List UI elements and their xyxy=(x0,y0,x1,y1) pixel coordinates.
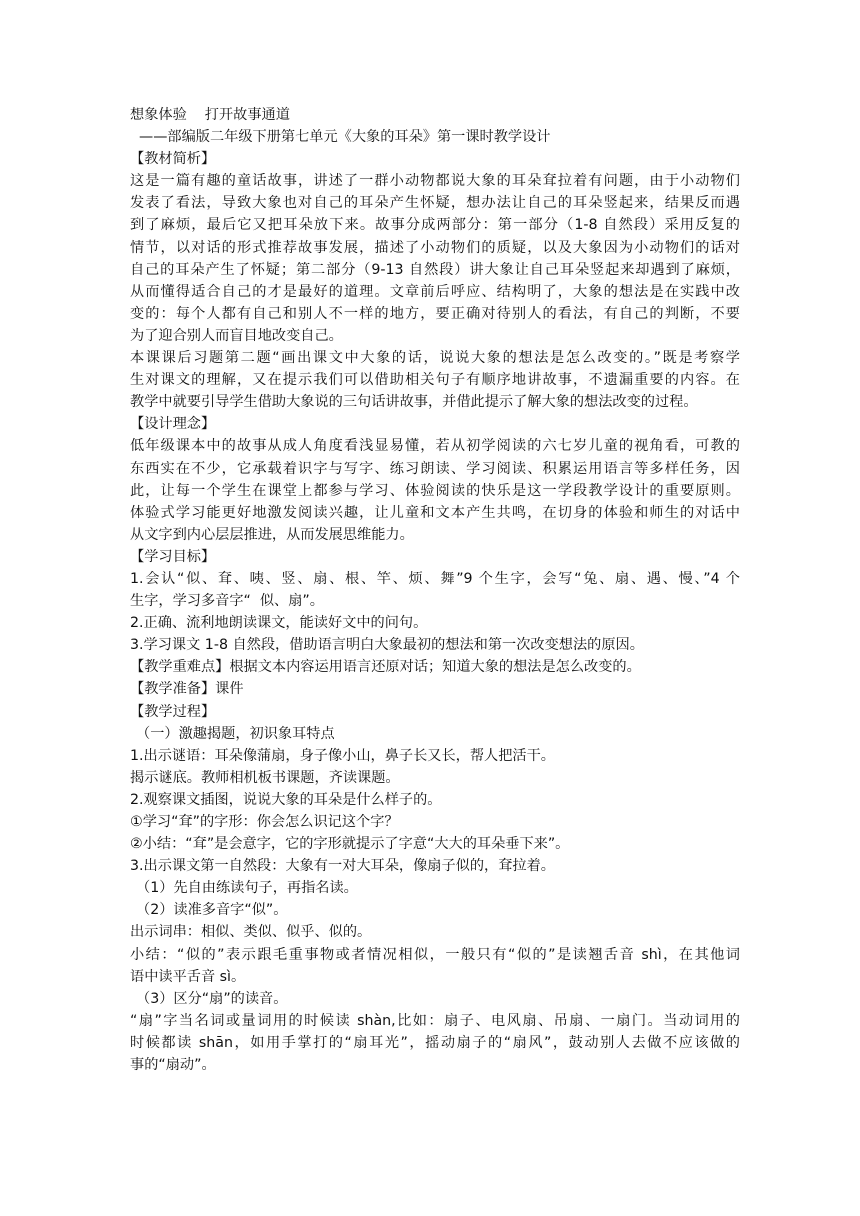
paragraph-summary-si xyxy=(130,944,740,988)
key-difficulties-text: 根据文本内容运用语言还原对话；知道大象的想法是怎么改变的。 xyxy=(229,659,641,676)
text-line: 东西实在不少，它承载着识字与写字、练习朗读、学习阅读、积累运用语言等多样任务，因 xyxy=(130,460,740,477)
text-line: 小结：“似的”表示跟毛重事物或者情况相似，一般只有“似的”是读翘舌音 shì，在其他词 xyxy=(130,946,740,963)
text-line: 生对课文的理解，又在提示我们可以借助相关句子有顺序地讲故事，不遗漏重要的内容。在 xyxy=(130,372,740,389)
section-heading-key-difficulties: 【教学重难点】 xyxy=(130,659,230,676)
text-line: 为了迎合别人而盲目地改变自己。 xyxy=(130,327,343,344)
document-title: 想象体验 打开故事通道 xyxy=(130,107,290,123)
goal-1 xyxy=(130,568,740,612)
section-heading-teaching-process: 【教学过程】 xyxy=(130,703,216,720)
process-line: 3.出示课文第一自然段：大象有一对大耳朵，像扇子似的，耷拉着。 xyxy=(130,858,555,875)
text-line: 语中读平舌音 sì。 xyxy=(130,968,246,985)
process-line: （1）先自由练读句子，再指名读。 xyxy=(136,880,358,897)
text-line: 本课课后习题第二题“画出课文中大象的话，说说大象的想法是怎么改变的。”既是考察学 xyxy=(130,350,740,367)
text-line: 体验式学习能更好地激发阅读兴趣，让儿童和文本产生共鸣，在切身的体验和师生的对话中 xyxy=(130,504,740,521)
process-line: （2）读准多音字“似”。 xyxy=(136,902,288,919)
document-subtitle: ——部编版二年级下册第七单元《大象的耳朵》第一课时教学设计 xyxy=(139,129,551,146)
step-heading: （一）激趣揭题，初识象耳特点 xyxy=(136,725,335,742)
paragraph-shan-readings xyxy=(130,1010,740,1076)
text-line: 事的“扇动”。 xyxy=(130,1057,216,1074)
goal-3: 3.学习课文 1-8 自然段，借助语言明白大象最初的想法和第一次改变想法的原因。 xyxy=(130,637,644,654)
paragraph-design-concept xyxy=(130,435,740,545)
process-line: 揭示谜底。教师相机板书课题，齐读课题。 xyxy=(130,769,400,786)
key-difficulties xyxy=(130,656,740,678)
text-line: 变的：每个人都有自己和别人不一样的地方，要正确对待别人的看法，有自己的判断，不要 xyxy=(130,305,740,322)
text-line: 此，让每一个学生在课堂上都参与学习、体验阅读的快乐是这一学段教学设计的重要原则。 xyxy=(130,482,740,499)
section-heading-learning-goals: 【学习目标】 xyxy=(130,548,216,565)
text-line: “扇”字当名词或量词用的时候读 shàn,比如：扇子、电风扇、吊扇、一扇门。当动词用的 xyxy=(130,1012,740,1029)
text-line: 自己的耳朵产生了怀疑；第二部分（9-13 自然段）讲大象让自己耳朵竖起来却遇到了麻烦， xyxy=(130,261,740,278)
text-line: 从而懂得适合自己的才是最好的道理。文章前后呼应、结构明了，大象的想法是在实践中改 xyxy=(130,283,740,300)
teaching-preparation xyxy=(130,678,740,700)
section-heading-textbook-analysis: 【教材简析】 xyxy=(130,151,216,168)
process-line: 出示词串：相似、类似、似乎、似的。 xyxy=(130,924,372,941)
section-heading-design-concept: 【设计理念】 xyxy=(130,416,216,433)
process-line: 2.观察课文插图，说说大象的耳朵是什么样子的。 xyxy=(130,791,442,808)
process-line: ②小结：“耷”是会意字，它的字形就提示了字意“大大的耳朵垂下来”。 xyxy=(130,836,570,853)
text-line: 从文字到内心层层推进，从而发展思维能力。 xyxy=(130,526,414,543)
process-line: ①学习“耷”的字形：你会怎么识记这个字？ xyxy=(130,814,399,830)
text-line: 到了麻烦，最后它又把耳朵放下来。故事分成两部分：第一部分（1-8 自然段）采用反复的 xyxy=(130,217,740,234)
text-line: 低年级课本中的故事从成人角度看浅显易懂，若从初学阅读的六七岁儿童的视角看，可教的 xyxy=(130,438,740,455)
goal-2: 2.正确、流利地朗读课文，能读好文中的问句。 xyxy=(130,615,428,632)
text-line: 生字，学习多音字“ 似、扇”。 xyxy=(130,593,324,610)
paragraph-exercise-note xyxy=(130,347,740,413)
text-line: 发表了看法，导致大象也对自己的耳朵产生怀疑，想办法让自己的耳朵竖起来，结果反而遇 xyxy=(130,195,740,212)
text-line: 教学中就要引导学生借助大象说的三句话讲故事，并借此提示了解大象的想法改变的过程。 xyxy=(130,394,698,411)
text-line: 1.会认“似、耷、咦、竖、扇、根、竿、烦、舞”9 个生字，会写“兔、扇、遇、慢、”4 个 xyxy=(130,570,740,587)
teaching-preparation-text: 课件 xyxy=(215,681,244,698)
process-line: （3）区分“扇”的读音。 xyxy=(136,990,288,1007)
text-line: 时候都读 shān，如用手掌打的“扇耳光”，摇动扇子的“扇风”，鼓动别人去做不应该做的 xyxy=(130,1034,740,1051)
lesson-plan-document xyxy=(130,104,740,1076)
process-line: 1.出示谜语：耳朵像蒲扇，身子像小山，鼻子长又长，帮人把活干。 xyxy=(130,747,555,764)
section-heading-teaching-preparation: 【教学准备】 xyxy=(130,681,216,698)
text-line: 情节，以对话的形式推荐故事发展，描述了小动物们的质疑，以及大象因为小动物们的话对 xyxy=(130,239,740,256)
text-line: 这是一篇有趣的童话故事，讲述了一群小动物都说大象的耳朵耷拉着有问题，由于小动物们 xyxy=(130,173,740,190)
paragraph-textbook-analysis xyxy=(130,170,740,347)
